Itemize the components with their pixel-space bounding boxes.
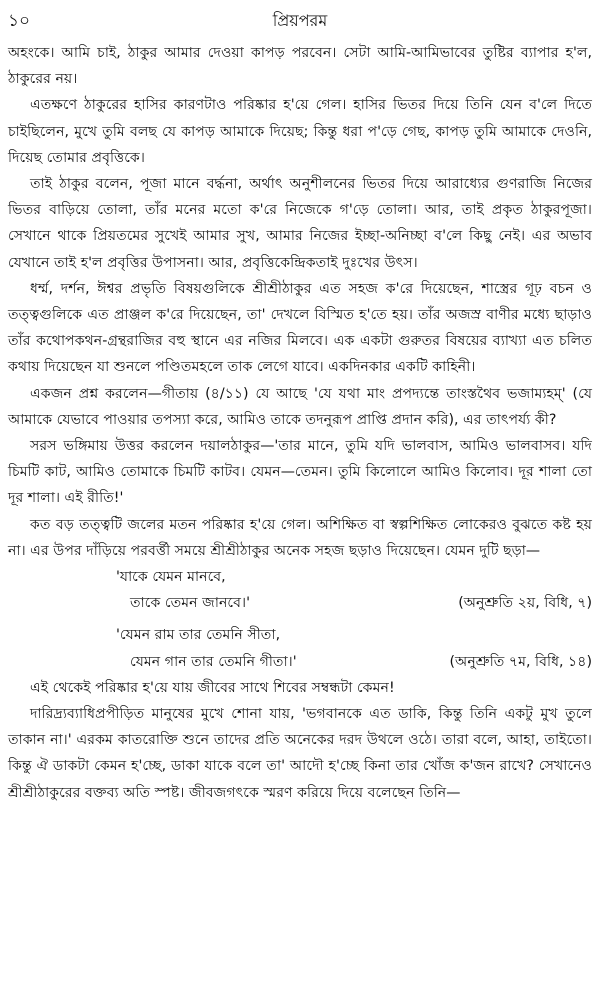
paragraph: একজন প্রশ্ন করলেন—গীতায় (৪/১১) যে আছে 'যে যথা মাং প্রপদ্যন্তে তাংস্তথৈব ভজাম্যহম্' (যে আমাকে যেভাবে পাওয়ার তপস্যা করে, আমিও তাকে তদনুরূপ প্রাপ্তি প্রদান করি), এর তাৎপর্য্য কী? — [8, 385, 592, 428]
verse-line: তাকে তেমন জানবে।' — [130, 595, 250, 612]
verse-block — [116, 564, 592, 616]
paragraph: এতক্ষণে ঠাকুরের হাসির কারণটাও পরিষ্কার হ'য়ে গেল। হাসির ভিতর দিয়ে তিনি যেন ব'লে দিতে চাইছিলেন, মুখে তুমি বলছ যে কাপড় আমাকে দিয়েছ; কিন্তু ধরা প'ড়ে গেছ, কাপড় তুমি আমাকে দেওনি, দিয়েছ তোমার প্রবৃত্তিকে। — [8, 97, 592, 166]
paragraph: ধর্ম্ম, দর্শন, ঈশ্বর প্রভৃতি বিষয়গুলিকে শ্রীশ্রীঠাকুর এত সহজ ক'রে দিয়েছেন, শাস্ত্রের গূঢ় বচন ও তত্ত্বগুলিকে এত প্রাঞ্জল ক'রে দিয়েছেন, তা' দেখলে বিস্মিত হ'তে হয়। তাঁর অজস্র বাণীর মধ্যে ছাড়াও তাঁর কথোপকথন-গ্রন্থরাজির বহু স্থানে এর নজির মিলবে। এক একটা গুরুতর বিষয়ের ব্যাখ্যা এত চলিত কথায় দিয়েছেন যা শুনলে পণ্ডিতমহলে তাক লেগে যাবে। একদিনকার একটি কাহিনী। — [8, 280, 592, 376]
page-header — [0, 6, 600, 32]
paragraph: দারিদ্র্যব্যাধিপ্রপীড়িত মানুষের মুখে শোনা যায়, 'ভগবানকে এত ডাকি, কিন্তু তিনি একটু মুখ তুলে তাকান না।' এরকম কাতরোক্তি শুনে তাদের প্রতি অনেকের দরদ উথলে ওঠে। তারা বলে, আহা, তাইতো। কিন্তু ঐ ডাকটা কেমন হ'চ্ছে, ডাকা যাকে বলে তা' আদৌ হ'চ্ছে কিনা তার খোঁজ ক'জন রাখে? সেখানেও শ্রীশ্রীঠাকুরের বক্তব্য অতি স্পষ্ট। জীবজগৎকে স্মরণ করিয়ে দিয়ে বলেছেন তিনি— — [8, 706, 592, 801]
paragraph: এই থেকেই পরিষ্কার হ'য়ে যায় জীবের সাথে শিবের সম্বন্ধটা কেমন! — [30, 679, 395, 696]
paragraph: কত বড় তত্ত্বটি জলের মতন পরিষ্কার হ'য়ে গেল। অশিক্ষিত বা স্বল্পশিক্ষিত লোকেরও বুঝতে কষ্ট হয় না। এর উপর দাঁড়িয়ে পরবর্ত্তী সময়ে শ্রীশ্রীঠাকুর অনেক সহজ ছড়াও দিয়েছেন। যেমন দুটি ছড়া— — [8, 516, 592, 559]
verse-block — [116, 622, 592, 674]
verse-citation: (অনুশ্রুতি ২য়, বিধি, ৭) — [458, 595, 592, 612]
paragraph: অহংকে। আমি চাই, ঠাকুর আমার দেওয়া কাপড় পরবেন। সেটা আমি-আমিভাবের তুষ্টির ব্যাপার হ'ল, ঠাকুরের নয়। — [8, 45, 592, 88]
verse-line: 'যেমন রাম তার তেমনি সীতা, — [116, 627, 281, 644]
paragraph: সরস ভঙ্গিমায় উত্তর করলেন দয়ালঠাকুর—'তার মানে, তুমি যদি ভালবাস, আমিও ভালবাসব। যদি চিমটি কাট, আমিও তোমাকে চিমটি কাটব। যেমন—তেমন। তুমি কিলোলে আমিও কিলোব। দূর শালা তো দূর শালা। এই রীতি!' — [8, 438, 592, 507]
verse-line: 'যাকে যেমন মানবে, — [116, 569, 226, 586]
verse-citation: (অনুশ্রুতি ৭ম, বিধি, ১৪) — [449, 653, 592, 670]
page-number: ১০ — [8, 11, 31, 31]
paragraph: তাই ঠাকুর বলেন, পূজা মানে বর্দ্ধনা, অর্থাৎ অনুশীলনের ভিতর দিয়ে আরাধ্যের গুণরাজি নিজের ভিতর বাড়িয়ে তোলা, তাঁর মনের মতো ক'রে নিজেকে গ'ড়ে তোলা। আর, তাই প্রকৃত ঠাকুরপূজা। সেখানে থাকে প্রিয়তমের সুখেই আমার সুখ, আমার নিজের ইচ্ছা-অনিচ্ছা ব'লে কিছু নেই। এর অভাব যেখানে তাই হ'ল প্রবৃত্তির উপাসনা। আর, প্রবৃত্তিকেন্দ্রিকতাই দুঃখের উৎস। — [8, 176, 592, 271]
verse-line: যেমন গান তার তেমনি গীতা।' — [130, 653, 297, 670]
page-body — [8, 40, 592, 806]
running-title: প্রিয়পরম — [272, 11, 328, 30]
